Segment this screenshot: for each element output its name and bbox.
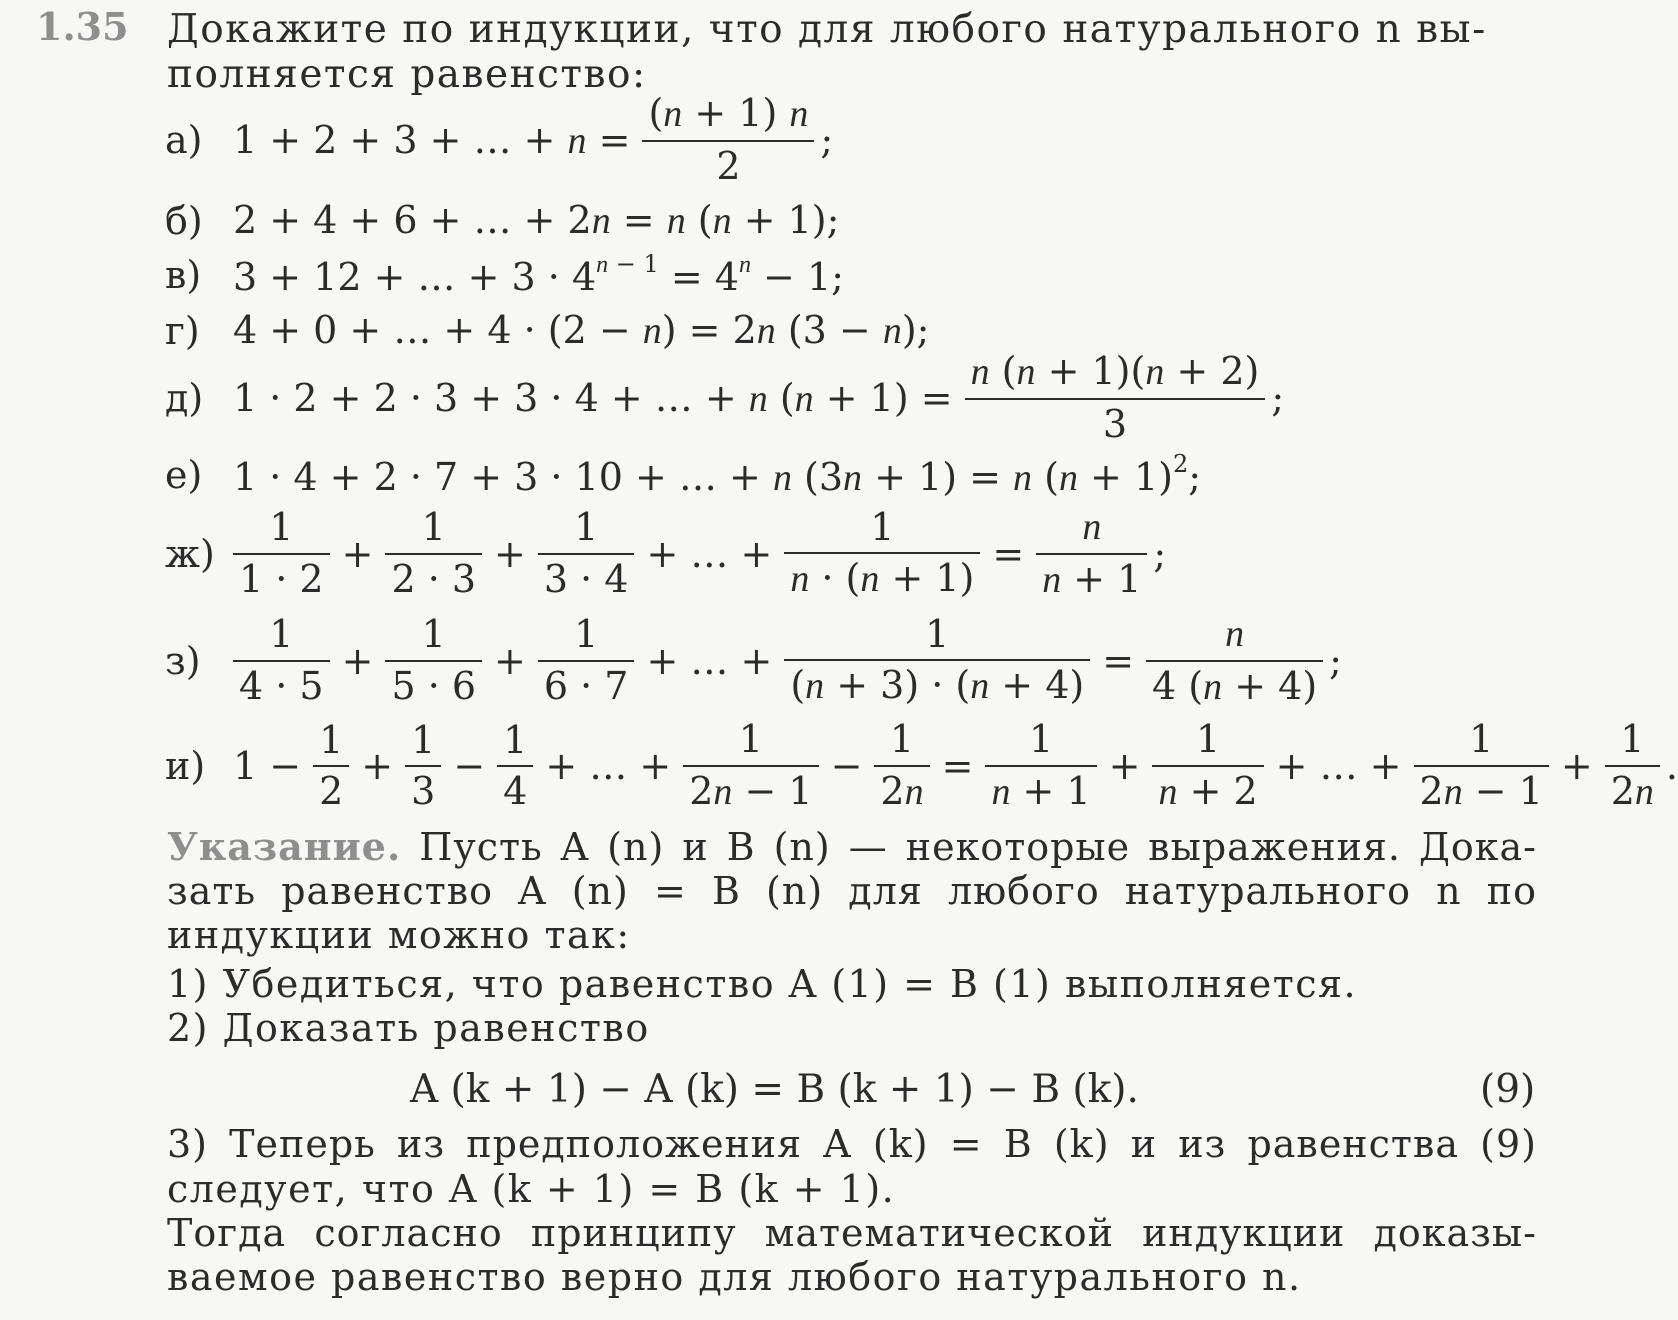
conclusion-line-2: ваемое равенство верно для любого натурального n. — [167, 1255, 1302, 1299]
problem-number: 1.35 — [36, 4, 129, 49]
item-a: а) 1 + 2 + 3 + … + n = $\frac{(n + 1) n}{2}$ ; — [165, 91, 834, 188]
item-label: а) — [165, 118, 203, 163]
item-label: г) — [165, 308, 200, 353]
item-label: е) — [165, 453, 203, 497]
item-e: е) 1 · 4 + 2 · 7 + 3 · 10 + … + n (3n + 1) = n $(n + 1)^2$; — [165, 450, 1202, 499]
conclusion-line-1: Тогда согласно принципу математической индукции доказы- — [167, 1211, 1537, 1255]
item-z: з) $\frac{1}{4 \cdot 5}$ + $\frac{1}{5 \cdot 6}$ + $\frac{1}{6 \cdot 7}$ + … + $\frac{1}{(n + 3) \cdot (n + 4)}$ = $\frac{n}{4 (n + 4)}$ ; — [165, 611, 1342, 708]
item-label: ж) — [165, 531, 215, 576]
hint-step-3-line-1: 3) Теперь из предположения A (k) = B (k) и из равенства (9) — [167, 1122, 1537, 1166]
item-b: б) 2 + 4 + 6 + … + 2n = n (n + 1); — [165, 198, 840, 243]
item-g: г) 4 + 0 + … + 4 · (2 − n) = 2n (3 − n); — [165, 308, 930, 353]
hint-title: Указание. — [167, 824, 402, 869]
hint-line-2: зать равенство A (n) = B (n) для любого натурального n по — [167, 869, 1537, 913]
item-label: в) — [165, 252, 202, 297]
item-label: д) — [165, 376, 204, 421]
item-d: д) 1 · 2 + 2 · 3 + 3 · 4 + … + n (n + 1) = $\frac{n (n + 1)(n + 2)}{3}$ ; — [165, 349, 1285, 446]
item-i: и) 1 − $\frac{1}{2}$ + $\frac{1}{3}$ − $\frac{1}{4}$ + … + $\frac{1}{2n - 1}$ − $\frac{1}{2n}$ = $\frac{1}{n + 1}$ + $\frac{1}{n + 2}$ + … + $\frac{1}{2n - 1}$ + $\frac{1}{2n}$ . — [165, 717, 1678, 814]
item-v: в) 3 + 12 + … + $3 \cdot 4^{n - 1} = 4^n - 1$; — [165, 250, 844, 299]
item-label: б) — [165, 198, 203, 243]
hint-line-3: индукции можно так: — [167, 913, 631, 957]
equation-9: A (k + 1) − A (k) = B (k + 1) − B (k). — [410, 1067, 1139, 1112]
hint-step-3-line-2: следует, что A (k + 1) = B (k + 1). — [167, 1167, 896, 1211]
hint-line-1-text: Пусть A (n) и B (n) — некоторые выражения. Дока- — [419, 825, 1537, 869]
hint-line-1 — [167, 824, 1537, 869]
item-zh: ж) $\frac{1}{1 \cdot 2}$ + $\frac{1}{2 \cdot 3}$ + $\frac{1}{3 \cdot 4}$ + … + $\frac{1}{n \cdot (n + 1)}$ = $\frac{n}{n + 1}$ ; — [165, 504, 1167, 601]
item-label: и) — [165, 744, 206, 789]
item-label: з) — [165, 638, 201, 683]
intro-line-2: полняется равенство: — [167, 52, 647, 97]
equation-number: (9) — [1480, 1067, 1536, 1112]
intro-line-1: Докажите по индукции, что для любого натурального n вы- — [167, 7, 1487, 52]
hint-step-2: 2) Доказать равенство — [167, 1006, 650, 1050]
hint-step-1: 1) Убедиться, что равенство A (1) = B (1) выполняется. — [167, 962, 1358, 1006]
